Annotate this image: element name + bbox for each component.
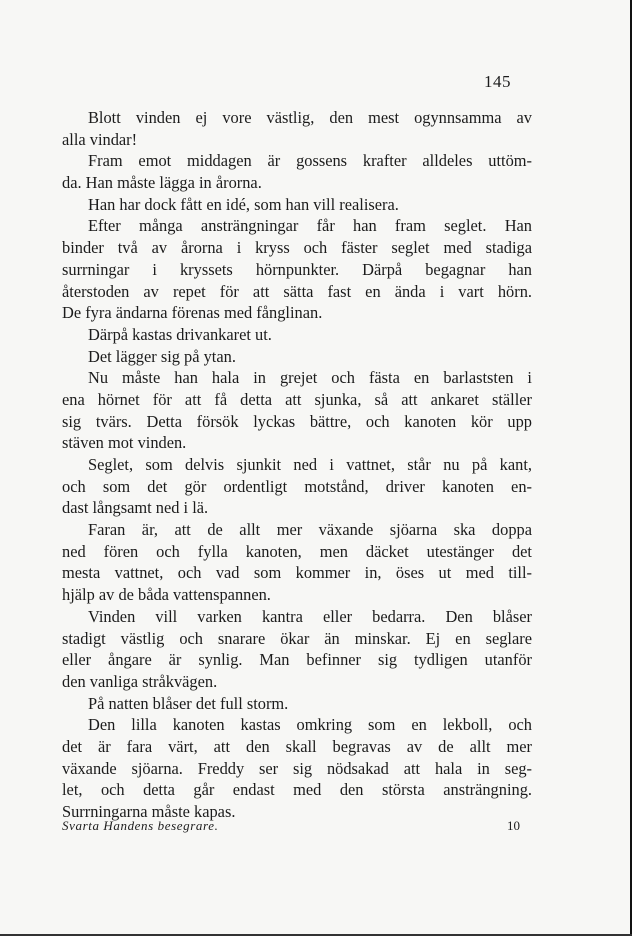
footer-signature-mark: 10: [507, 818, 520, 833]
text-line: ena hörnet för att få detta att sjunka, så att ankaret ställer: [62, 389, 532, 409]
text-line: På natten blåser det full storm.: [88, 693, 289, 713]
text-line: Efter många ansträngningar får han fram seglet. Han: [88, 216, 532, 236]
text-line: da. Han måste lägga in årorna.: [62, 173, 262, 193]
text-line: let, och detta går endast med den största ansträngning.: [62, 780, 532, 800]
text-line: De fyra ändarna förenas med fånglinan.: [62, 303, 323, 323]
text-line: eller ångare är synlig. Man befinner sig tydligen utanför: [62, 650, 532, 670]
text-line: binder två av årorna i kryss och fäster seglet med stadiga: [62, 238, 532, 258]
text-line: mesta vattnet, och vad som kommer in, öses ut med till-: [62, 563, 532, 583]
text-line: Vinden vill varken kantra eller bedarra. Den blåser: [88, 606, 532, 626]
text-line: Fram emot middagen är gossens krafter alldeles uttöm-: [88, 151, 532, 171]
text-line: Faran är, att de allt mer växande sjöarna ska doppa: [88, 520, 532, 540]
text-line: alla vindar!: [62, 129, 138, 149]
text-line: sig tvärs. Detta försök lyckas bättre, och kanoten kör upp: [62, 411, 532, 431]
text-line: stadigt västlig och snarare ökar än minskar. Ej en seglare: [62, 628, 532, 648]
text-line: Nu måste han hala in grejet och fästa en barlaststen i: [88, 368, 532, 388]
text-line: Därpå kastas drivankaret ut.: [88, 324, 272, 344]
body-text: [62, 107, 532, 823]
text-line: Han har dock fått en idé, som han vill realisera.: [88, 194, 399, 214]
text-line: och som det gör ordentligt motstånd, driver kanoten en-: [62, 476, 532, 496]
text-line: dast långsamt ned i lä.: [62, 498, 209, 518]
text-line: ned fören och fylla kanoten, men däcket utestänger det: [62, 541, 532, 561]
text-line: Den lilla kanoten kastas omkring som en lekboll, och: [88, 715, 532, 735]
text-line: hjälp av de båda vattenspannen.: [62, 585, 271, 605]
text-line: Seglet, som delvis sjunkit ned i vattnet, står nu på kant,: [88, 455, 532, 474]
text-line: Det lägger sig på ytan.: [88, 346, 236, 366]
text-line: den vanliga stråkvägen.: [62, 671, 218, 691]
text-line: det är fara värt, att den skall begravas av de allt mer: [62, 736, 532, 756]
text-line: stäven mot vinden.: [62, 433, 187, 453]
text-line: växande sjöarna. Freddy ser sig nödsakad att hala in seg-: [62, 758, 532, 778]
text-line: Blott vinden ej vore västlig, den mest ogynnsamma av: [88, 108, 532, 127]
footer-book-title: Svarta Handens besegrare.: [62, 818, 219, 833]
page-number: 145: [484, 72, 511, 91]
text-line: återstoden av repet för att sätta fast en ända i vart hörn.: [62, 281, 532, 301]
text-line: surrningar i kryssets hörnpunkter. Därpå begagnar han: [62, 259, 532, 279]
text-line: Surrningarna måste kapas.: [62, 802, 236, 821]
